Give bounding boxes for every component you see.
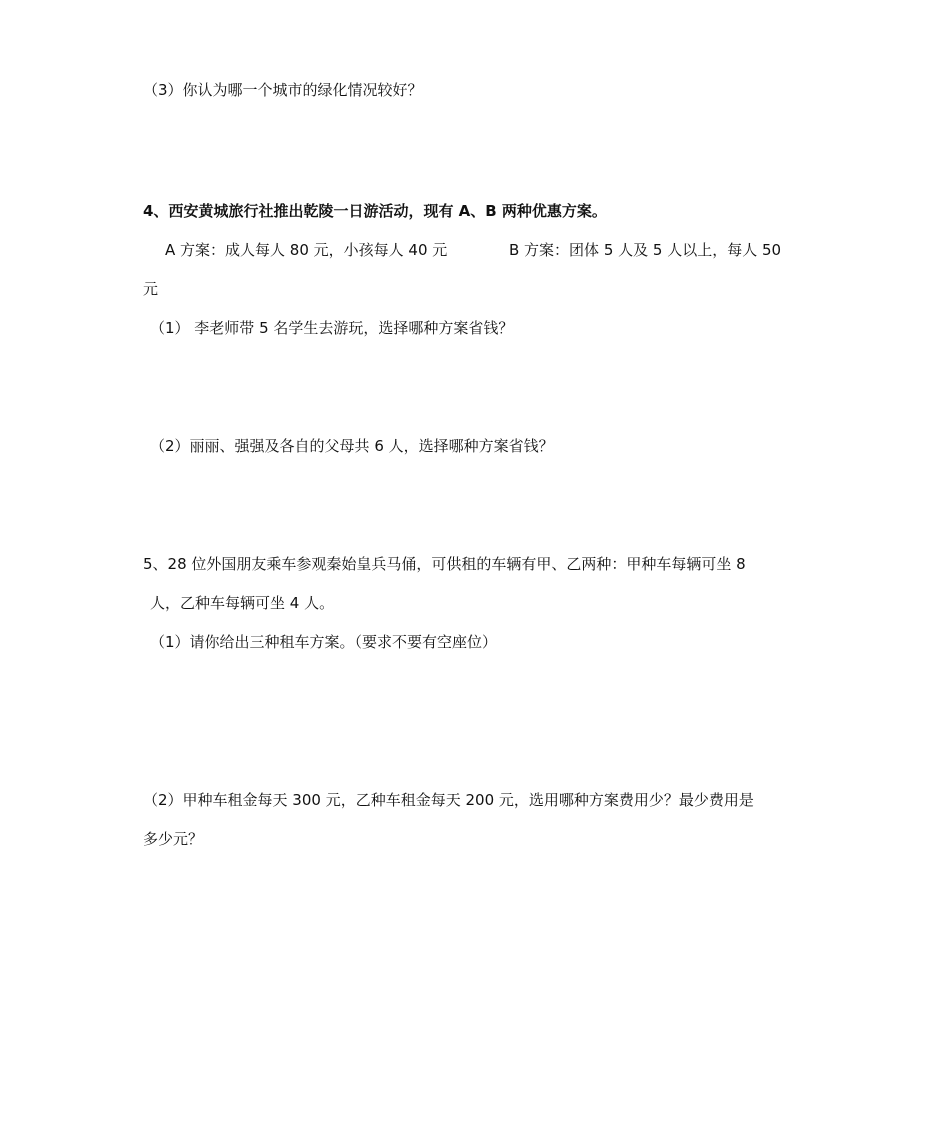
- question-4-part-1: （1） 李老师带 5 名学生去游玩，选择哪种方案省钱？: [150, 319, 514, 337]
- question-5-part-1: （1）请你给出三种租车方案。（要求不要有空座位）: [150, 633, 498, 651]
- question-5-part-2-line-1: （2）甲种车租金每天 300 元，乙种车租金每天 200 元，选用哪种方案费用少？最少费用是: [143, 791, 754, 809]
- question-3-part-3: （3）你认为哪一个城市的绿化情况较好？: [143, 81, 423, 99]
- question-4-title: 4、西安黄城旅行社推出乾陵一日游活动，现有 A、B 两种优惠方案。: [143, 202, 607, 220]
- question-5-title-line-2: 人，乙种车每辆可坐 4 人。: [150, 594, 335, 612]
- question-4-part-2: （2）丽丽、强强及各自的父母共 6 人，选择哪种方案省钱？: [150, 437, 554, 455]
- question-5-part-2-line-2: 多少元？: [143, 830, 204, 848]
- question-4-plan-b-continued: 元: [143, 280, 159, 298]
- question-4-plan-b: B 方案：团体 5 人及 5 人以上，每人 50: [509, 241, 782, 259]
- question-5-title-line-1: 5、28 位外国朋友乘车参观秦始皇兵马俑，可供租的车辆有甲、乙两种：甲种车每辆可坐 8: [143, 555, 746, 573]
- question-4-plan-a: A 方案：成人每人 80 元，小孩每人 40 元: [165, 241, 448, 259]
